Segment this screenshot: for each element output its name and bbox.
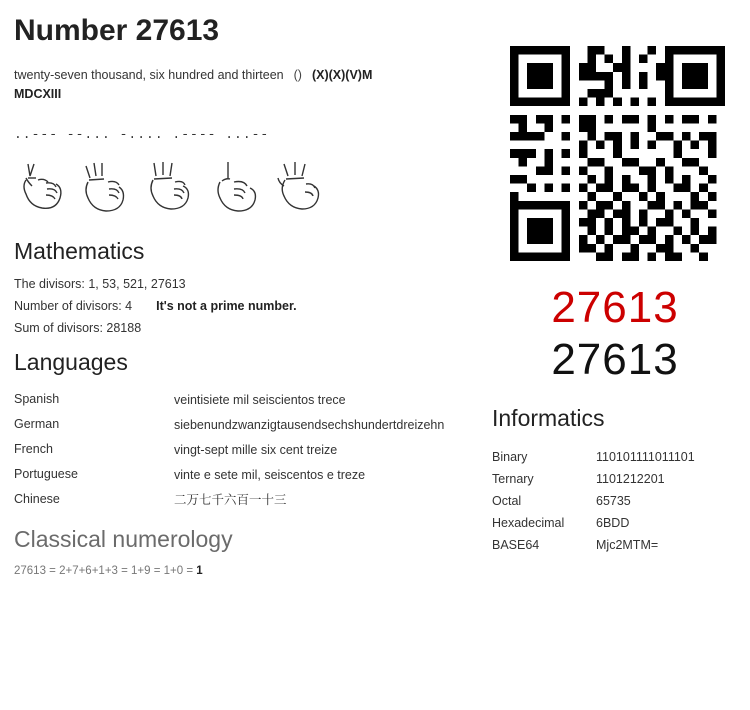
informatics-table	[490, 446, 736, 556]
number-of-divisors-line	[14, 299, 484, 313]
divisors-line: The divisors: 1, 53, 521, 27613	[14, 277, 186, 291]
informatics-key: BASE64	[492, 538, 540, 552]
informatics-heading: Informatics	[492, 405, 605, 431]
numerology-heading: Classical numerology	[14, 526, 233, 553]
qr-code	[510, 46, 725, 261]
table-row	[14, 438, 474, 463]
morse-code: ..--- --... -.... .---- ...--	[14, 127, 270, 142]
numerology-formula-text: 27613 = 2+7+6+1+3 = 1+9 = 1+0 =	[14, 565, 197, 578]
informatics-value: 65735	[596, 494, 631, 508]
informatics-key: Binary	[492, 450, 528, 464]
hand-sign-row	[16, 156, 484, 218]
informatics-key: Octal	[492, 494, 522, 508]
hand-sign-digit-6-icon	[144, 156, 200, 218]
roman-numeral-second: MDCXIII	[14, 87, 62, 101]
informatics-value: 110101111011101	[596, 450, 695, 464]
language-value: vinte e sete mil, seiscentos e treze	[174, 467, 366, 482]
table-row	[490, 534, 736, 556]
roman-numeral-inline: (X)(X)(V)M	[311, 68, 373, 82]
table-row	[14, 413, 474, 438]
language-value: veintisiete mil seiscientos trece	[174, 393, 346, 407]
left-column	[14, 10, 484, 577]
language-name: Chinese	[14, 491, 60, 506]
prime-note: It's not a prime number.	[156, 299, 297, 313]
sum-of-divisors-line: Sum of divisors: 28188	[14, 321, 142, 335]
table-row	[14, 488, 474, 513]
informatics-key: Hexadecimal	[492, 516, 565, 530]
hand-sign-digit-1-icon	[208, 156, 264, 218]
table-row	[490, 468, 736, 490]
language-name: French	[14, 441, 53, 456]
informatics-value: 6BDD	[596, 516, 630, 530]
languages-heading: Languages	[14, 349, 128, 375]
table-row	[490, 446, 736, 468]
table-row	[490, 512, 736, 534]
language-name: Spanish	[14, 392, 60, 406]
informatics-key: Ternary	[492, 472, 534, 486]
language-value: 二万七千六百一十三	[174, 492, 287, 507]
language-value: vingt-sept mille six cent treize	[174, 442, 338, 457]
language-name: German	[14, 416, 60, 431]
table-row	[490, 490, 736, 512]
hand-sign-digit-3-icon	[272, 156, 328, 218]
number-display-red: 27613	[551, 283, 679, 332]
informatics-value: 1101212201	[596, 472, 665, 486]
table-row	[14, 463, 474, 488]
hand-sign-digit-7-icon	[80, 156, 136, 218]
qr-code-icon	[510, 46, 725, 261]
hand-sign-digit-2-icon	[16, 156, 72, 218]
numerology-formula	[14, 565, 484, 577]
number-in-words-line	[14, 65, 484, 85]
informatics-value: Mjc2MTM=	[596, 538, 659, 552]
number-of-divisors-label: Number of divisors: 4	[14, 299, 133, 313]
language-value: siebenundzwanzigtausendsechshundertdreizehn	[174, 417, 445, 432]
number-display-black: 27613	[551, 335, 679, 384]
numerology-result: 1	[196, 565, 203, 578]
languages-table	[14, 388, 474, 512]
empty-paren: ()	[293, 68, 302, 82]
number-in-words: twenty-seven thousand, six hundred and thirteen	[14, 68, 284, 82]
right-column	[490, 46, 740, 556]
mathematics-heading: Mathematics	[14, 238, 145, 264]
table-row	[14, 388, 474, 413]
language-name: Portuguese	[14, 466, 78, 481]
page-title: Number 27613	[14, 14, 220, 47]
